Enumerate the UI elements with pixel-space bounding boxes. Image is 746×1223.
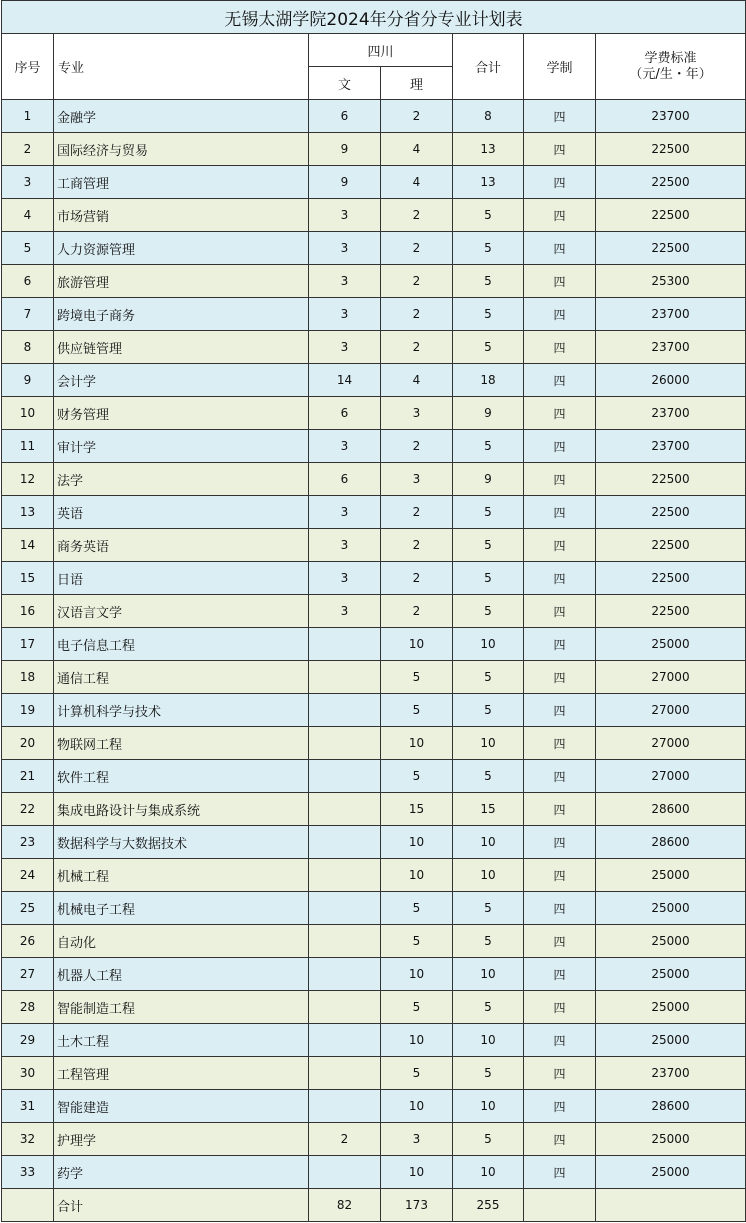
table-row [2,133,746,166]
cell-duration: 四 [524,760,596,793]
cell-total: 13 [453,133,524,166]
cell-total: 10 [453,1156,524,1189]
cell-duration: 四 [524,166,596,199]
table-row [2,958,746,991]
cell-duration: 四 [524,463,596,496]
cell-fee: 22500 [596,166,746,199]
cell-major: 机械工程 [54,859,309,892]
cell-total: 5 [453,529,524,562]
cell-science: 3 [381,397,453,430]
cell-science: 2 [381,265,453,298]
cell-fee: 25000 [596,892,746,925]
cell-fee: 27000 [596,661,746,694]
header-row [2,34,746,67]
cell-seq: 2 [2,133,54,166]
cell-major: 机械电子工程 [54,892,309,925]
cell-fee: 25000 [596,628,746,661]
table-row [2,1090,746,1123]
cell-major: 电子信息工程 [54,628,309,661]
header-major: 专业 [54,34,309,100]
cell-duration: 四 [524,133,596,166]
cell-science: 2 [381,529,453,562]
table-row [2,1123,746,1156]
cell-science: 2 [381,298,453,331]
cell-seq: 26 [2,925,54,958]
cell-science: 10 [381,1090,453,1123]
cell-fee: 28600 [596,826,746,859]
totals-arts: 82 [309,1189,381,1222]
cell-science: 5 [381,991,453,1024]
cell-duration: 四 [524,958,596,991]
header-duration: 学制 [524,34,596,100]
cell-duration: 四 [524,925,596,958]
cell-arts [309,925,381,958]
cell-major: 日语 [54,562,309,595]
cell-fee: 26000 [596,364,746,397]
cell-arts: 3 [309,430,381,463]
table-row [2,694,746,727]
cell-total: 5 [453,991,524,1024]
cell-science: 5 [381,892,453,925]
cell-major: 法学 [54,463,309,496]
cell-total: 5 [453,892,524,925]
cell-major: 集成电路设计与集成系统 [54,793,309,826]
cell-total: 9 [453,463,524,496]
cell-duration: 四 [524,397,596,430]
cell-duration: 四 [524,991,596,1024]
cell-arts: 14 [309,364,381,397]
cell-duration: 四 [524,265,596,298]
cell-fee: 27000 [596,727,746,760]
cell-seq: 13 [2,496,54,529]
cell-duration: 四 [524,826,596,859]
cell-seq: 30 [2,1057,54,1090]
cell-seq: 1 [2,100,54,133]
cell-arts [309,892,381,925]
cell-arts [309,1024,381,1057]
cell-duration: 四 [524,859,596,892]
cell-total: 5 [453,496,524,529]
cell-arts: 6 [309,100,381,133]
cell-science: 10 [381,859,453,892]
cell-fee: 25000 [596,991,746,1024]
header-province: 四川 [309,34,453,67]
page-title: 无锡太湖学院2024年分省分专业计划表 [2,1,746,34]
table-row [2,364,746,397]
cell-arts: 9 [309,133,381,166]
cell-science: 3 [381,463,453,496]
cell-arts [309,760,381,793]
cell-seq: 8 [2,331,54,364]
totals-label: 合计 [54,1189,309,1222]
table-row [2,925,746,958]
cell-total: 9 [453,397,524,430]
cell-fee: 23700 [596,298,746,331]
cell-science: 4 [381,166,453,199]
table-row [2,1024,746,1057]
cell-total: 5 [453,661,524,694]
cell-total: 5 [453,595,524,628]
cell-total: 5 [453,562,524,595]
table-row [2,760,746,793]
table-row [2,661,746,694]
cell-total: 5 [453,760,524,793]
cell-total: 10 [453,859,524,892]
cell-total: 15 [453,793,524,826]
table-row [2,859,746,892]
cell-major: 跨境电子商务 [54,298,309,331]
cell-duration: 四 [524,1057,596,1090]
cell-duration: 四 [524,496,596,529]
cell-seq: 21 [2,760,54,793]
cell-fee: 23700 [596,1057,746,1090]
cell-arts [309,1057,381,1090]
cell-total: 5 [453,925,524,958]
cell-duration: 四 [524,1024,596,1057]
cell-fee: 23700 [596,100,746,133]
totals-science: 173 [381,1189,453,1222]
cell-total: 10 [453,1090,524,1123]
cell-fee: 22500 [596,595,746,628]
cell-seq: 23 [2,826,54,859]
cell-arts [309,694,381,727]
cell-major: 财务管理 [54,397,309,430]
table-row [2,529,746,562]
cell-science: 15 [381,793,453,826]
cell-major: 软件工程 [54,760,309,793]
table-row [2,628,746,661]
header-science: 理 [381,67,453,100]
cell-duration: 四 [524,298,596,331]
cell-fee: 23700 [596,397,746,430]
cell-total: 10 [453,628,524,661]
cell-seq: 4 [2,199,54,232]
table-row [2,892,746,925]
table-row [2,991,746,1024]
cell-fee: 23700 [596,430,746,463]
totals-total: 255 [453,1189,524,1222]
cell-seq: 29 [2,1024,54,1057]
cell-duration: 四 [524,364,596,397]
table-row [2,826,746,859]
cell-duration: 四 [524,1090,596,1123]
cell-total: 10 [453,826,524,859]
cell-major: 旅游管理 [54,265,309,298]
cell-duration: 四 [524,661,596,694]
cell-major: 会计学 [54,364,309,397]
cell-science: 5 [381,925,453,958]
table-row [2,331,746,364]
cell-major: 智能建造 [54,1090,309,1123]
table-row [2,463,746,496]
cell-major: 商务英语 [54,529,309,562]
cell-fee: 22500 [596,529,746,562]
cell-duration: 四 [524,232,596,265]
totals-seq [2,1189,54,1222]
cell-arts: 3 [309,331,381,364]
cell-arts: 3 [309,562,381,595]
table-row [2,199,746,232]
cell-seq: 14 [2,529,54,562]
cell-duration: 四 [524,694,596,727]
cell-seq: 19 [2,694,54,727]
cell-duration: 四 [524,331,596,364]
cell-fee: 22500 [596,232,746,265]
table-row [2,1156,746,1189]
cell-seq: 9 [2,364,54,397]
cell-seq: 24 [2,859,54,892]
cell-seq: 28 [2,991,54,1024]
table-row [2,100,746,133]
cell-duration: 四 [524,562,596,595]
cell-duration: 四 [524,793,596,826]
table-row [2,1057,746,1090]
table-row [2,166,746,199]
cell-major: 药学 [54,1156,309,1189]
cell-fee: 22500 [596,463,746,496]
cell-major: 通信工程 [54,661,309,694]
cell-major: 计算机科学与技术 [54,694,309,727]
cell-science: 5 [381,694,453,727]
cell-fee: 25000 [596,958,746,991]
cell-seq: 25 [2,892,54,925]
cell-total: 5 [453,331,524,364]
cell-arts: 3 [309,529,381,562]
cell-science: 4 [381,364,453,397]
cell-major: 物联网工程 [54,727,309,760]
cell-arts: 3 [309,265,381,298]
cell-major: 护理学 [54,1123,309,1156]
cell-fee: 25000 [596,1123,746,1156]
cell-fee: 27000 [596,694,746,727]
cell-total: 5 [453,694,524,727]
cell-arts: 3 [309,199,381,232]
cell-major: 金融学 [54,100,309,133]
cell-science: 10 [381,727,453,760]
cell-seq: 12 [2,463,54,496]
totals-fee [596,1189,746,1222]
cell-seq: 3 [2,166,54,199]
cell-science: 2 [381,562,453,595]
cell-science: 5 [381,661,453,694]
cell-science: 10 [381,1156,453,1189]
cell-arts [309,628,381,661]
cell-duration: 四 [524,1123,596,1156]
cell-fee: 25000 [596,859,746,892]
cell-science: 4 [381,133,453,166]
cell-seq: 22 [2,793,54,826]
header-seq: 序号 [2,34,54,100]
table-row [2,595,746,628]
table-row [2,397,746,430]
cell-seq: 31 [2,1090,54,1123]
cell-fee: 22500 [596,133,746,166]
cell-seq: 18 [2,661,54,694]
cell-arts [309,793,381,826]
cell-fee: 28600 [596,793,746,826]
cell-science: 2 [381,595,453,628]
cell-seq: 27 [2,958,54,991]
cell-seq: 5 [2,232,54,265]
cell-science: 2 [381,496,453,529]
cell-major: 数据科学与大数据技术 [54,826,309,859]
cell-major: 审计学 [54,430,309,463]
cell-science: 2 [381,199,453,232]
cell-arts: 9 [309,166,381,199]
cell-fee: 22500 [596,199,746,232]
cell-duration: 四 [524,628,596,661]
cell-total: 5 [453,199,524,232]
cell-seq: 11 [2,430,54,463]
cell-arts [309,1090,381,1123]
cell-arts: 3 [309,298,381,331]
cell-arts [309,727,381,760]
cell-arts: 3 [309,496,381,529]
cell-science: 2 [381,232,453,265]
cell-major: 工商管理 [54,166,309,199]
cell-major: 自动化 [54,925,309,958]
cell-major: 英语 [54,496,309,529]
table-row [2,232,746,265]
cell-science: 5 [381,1057,453,1090]
table-row [2,496,746,529]
table-row [2,430,746,463]
cell-science: 10 [381,826,453,859]
header-total: 合计 [453,34,524,100]
totals-row [2,1189,746,1222]
table-row [2,793,746,826]
cell-total: 5 [453,1057,524,1090]
cell-arts: 3 [309,595,381,628]
cell-science: 10 [381,1024,453,1057]
cell-arts [309,991,381,1024]
cell-fee: 22500 [596,496,746,529]
plan-table-sheet [1,0,745,1222]
cell-duration: 四 [524,727,596,760]
cell-arts [309,1156,381,1189]
cell-arts [309,661,381,694]
cell-duration: 四 [524,199,596,232]
cell-seq: 32 [2,1123,54,1156]
cell-arts: 6 [309,397,381,430]
cell-duration: 四 [524,529,596,562]
cell-fee: 28600 [596,1090,746,1123]
cell-science: 3 [381,1123,453,1156]
header-fee [596,34,746,100]
cell-total: 13 [453,166,524,199]
cell-major: 机器人工程 [54,958,309,991]
cell-total: 5 [453,430,524,463]
cell-total: 5 [453,232,524,265]
cell-total: 5 [453,1123,524,1156]
cell-science: 2 [381,430,453,463]
cell-arts [309,859,381,892]
cell-seq: 6 [2,265,54,298]
cell-duration: 四 [524,892,596,925]
table-row [2,265,746,298]
cell-seq: 20 [2,727,54,760]
totals-duration [524,1189,596,1222]
cell-major: 智能制造工程 [54,991,309,1024]
plan-table [1,0,746,1222]
cell-duration: 四 [524,1156,596,1189]
cell-major: 土木工程 [54,1024,309,1057]
cell-arts: 6 [309,463,381,496]
cell-major: 供应链管理 [54,331,309,364]
cell-major: 市场营销 [54,199,309,232]
cell-arts [309,958,381,991]
cell-fee: 25000 [596,1156,746,1189]
cell-fee: 23700 [596,331,746,364]
cell-fee: 25000 [596,925,746,958]
cell-seq: 33 [2,1156,54,1189]
cell-science: 2 [381,331,453,364]
cell-major: 汉语言文学 [54,595,309,628]
cell-seq: 7 [2,298,54,331]
header-arts: 文 [309,67,381,100]
cell-arts: 3 [309,232,381,265]
cell-fee: 25300 [596,265,746,298]
cell-science: 10 [381,628,453,661]
cell-total: 10 [453,958,524,991]
cell-science: 2 [381,100,453,133]
cell-science: 5 [381,760,453,793]
cell-total: 18 [453,364,524,397]
table-row [2,298,746,331]
table-row [2,562,746,595]
cell-fee: 22500 [596,562,746,595]
cell-total: 5 [453,298,524,331]
cell-seq: 16 [2,595,54,628]
cell-duration: 四 [524,430,596,463]
cell-arts [309,826,381,859]
cell-duration: 四 [524,100,596,133]
cell-major: 工程管理 [54,1057,309,1090]
cell-total: 10 [453,727,524,760]
cell-total: 5 [453,265,524,298]
cell-major: 人力资源管理 [54,232,309,265]
cell-seq: 17 [2,628,54,661]
cell-seq: 15 [2,562,54,595]
header-fee-line2: （元/生・年） [629,66,712,82]
cell-science: 10 [381,958,453,991]
cell-fee: 25000 [596,1024,746,1057]
cell-total: 10 [453,1024,524,1057]
table-row [2,727,746,760]
cell-seq: 10 [2,397,54,430]
header-fee-line1: 学费标准 [644,50,697,66]
cell-arts: 2 [309,1123,381,1156]
cell-total: 8 [453,100,524,133]
cell-duration: 四 [524,595,596,628]
cell-major: 国际经济与贸易 [54,133,309,166]
cell-fee: 27000 [596,760,746,793]
